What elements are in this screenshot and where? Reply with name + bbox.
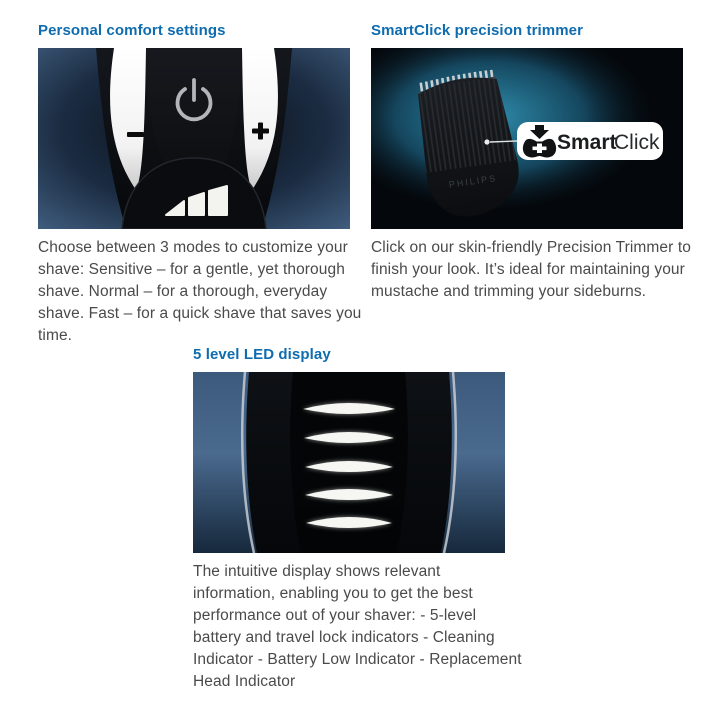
philips-wordmark: PHILIPS [448, 173, 498, 190]
feature-title-smartclick: SmartClick precision trimmer [371, 22, 584, 39]
feature-description-smartclick: Click on our skin-friendly Precision Trimmer to finish your look. It’s ideal for maintaining your mustache and trimming your sideburns. [371, 239, 691, 300]
led-display-illustration [193, 372, 505, 553]
section-smartclick-trimmer [371, 22, 701, 303]
callout-dot [484, 139, 489, 144]
badge-text-bold: Smart [557, 131, 617, 154]
feature-description-led: The intuitive display shows relevant information, enabling you to get the best performance out of your shaver: - 5-level battery and travel lock indicators - Cleaning Indicator - Battery Low Indicator - Replacement Head Indicator [193, 563, 522, 690]
section-led-display [193, 346, 523, 693]
minus-label [127, 132, 144, 137]
feature-description-comfort: Choose between 3 modes to customize your shave: Sensitive – for a gentle, yet thorough shave. Normal – for a thorough, everyday shave. Fast – for a quick shave that saves you time. [38, 239, 362, 344]
feature-title-comfort: Personal comfort settings [38, 22, 226, 39]
comfort-settings-illustration [38, 48, 350, 229]
section-personal-comfort-settings [38, 22, 368, 347]
connector-line [490, 141, 517, 142]
badge-text-light: Click [614, 131, 660, 154]
feature-title-led: 5 level LED display [193, 346, 331, 363]
smartclick-trimmer-image [371, 48, 683, 229]
smartclick-illustration [371, 48, 683, 229]
comfort-settings-image [38, 48, 350, 229]
smartclick-badge [517, 122, 663, 160]
led-display-image [193, 372, 505, 553]
